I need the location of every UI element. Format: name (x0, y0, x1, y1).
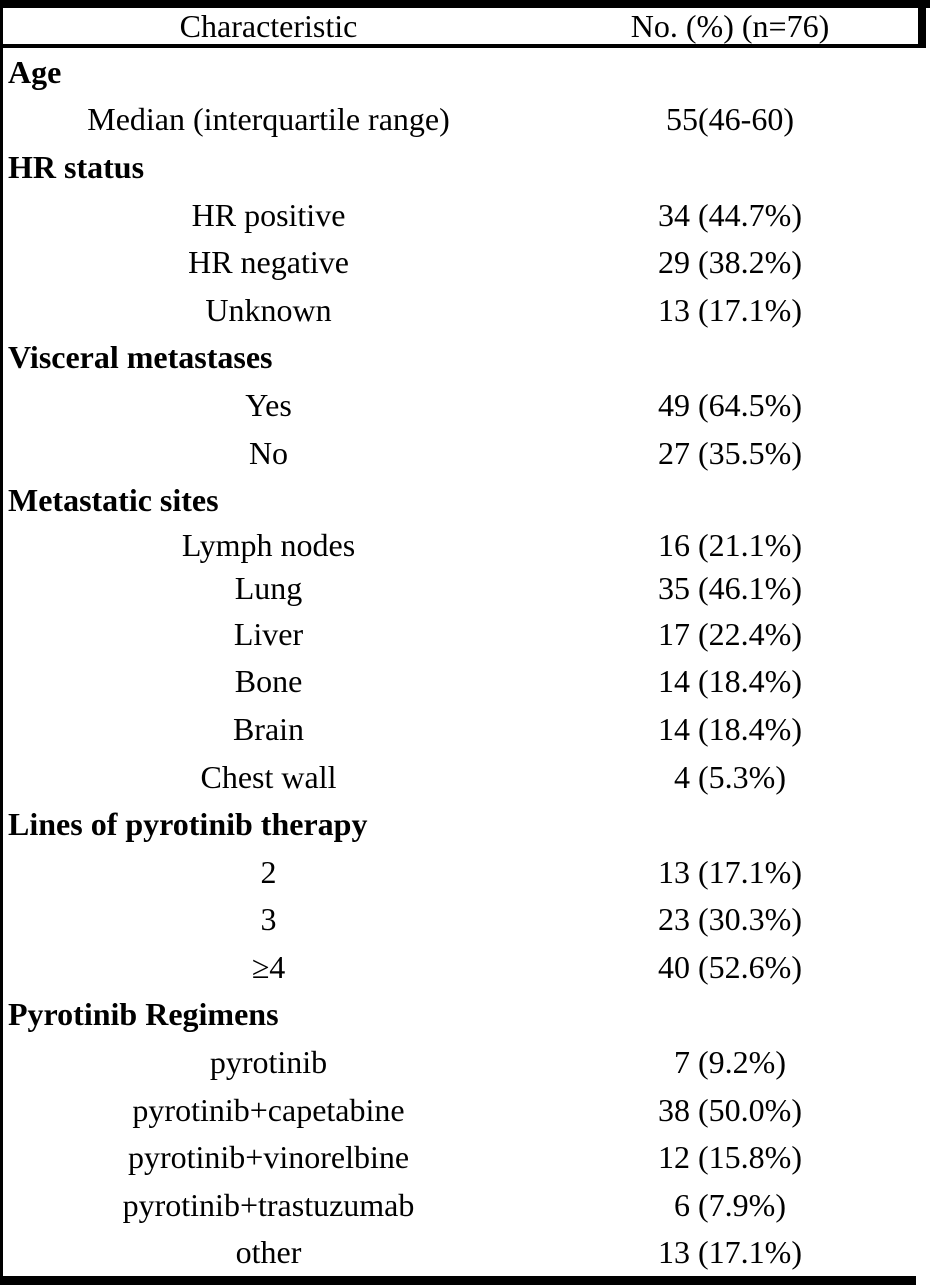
table-row (3, 705, 926, 753)
section-row (3, 143, 926, 191)
section-label: Visceral metastases (8, 339, 273, 376)
row-value: 14 (18.4%) (658, 710, 802, 747)
top-rule (0, 0, 930, 8)
row-value: 23 (30.3%) (658, 901, 802, 938)
row-value: 13 (17.1%) (658, 1234, 802, 1271)
section-label: Metastatic sites (8, 482, 219, 519)
table-row (3, 943, 926, 991)
row-value: 49 (64.5%) (658, 386, 802, 423)
row-label: 2 (260, 853, 277, 890)
section-label: HR status (8, 148, 145, 185)
table-row (3, 191, 926, 239)
section-row (3, 991, 926, 1039)
row-value: 12 (15.8%) (658, 1139, 802, 1176)
table-row (3, 848, 926, 896)
row-value: 14 (18.4%) (658, 663, 802, 700)
row-label: Median (interquartile range) (87, 101, 450, 138)
section-row (3, 800, 926, 848)
row-label: 3 (260, 901, 277, 938)
row-label: Lung (234, 570, 303, 607)
row-label: Liver (233, 615, 304, 652)
table-row (3, 1229, 926, 1277)
table-row (3, 1133, 926, 1181)
table-row (3, 753, 926, 801)
row-label: Chest wall (200, 758, 337, 795)
row-value: 13 (17.1%) (658, 291, 802, 328)
row-label: pyrotinib (209, 1044, 328, 1081)
table-header-row (3, 8, 926, 44)
section-label: Age (8, 53, 62, 90)
table-content (3, 8, 926, 1276)
column-header-characteristic: Characteristic (179, 8, 358, 44)
section-label: Pyrotinib Regimens (8, 996, 279, 1033)
row-value: 55(46-60) (666, 101, 794, 138)
row-value: 40 (52.6%) (658, 948, 802, 985)
row-label: Yes (245, 386, 292, 423)
row-value: 38 (50.0%) (658, 1091, 802, 1128)
table-row (3, 567, 926, 610)
bottom-rule (0, 1276, 916, 1285)
row-label: Bone (234, 663, 303, 700)
row-label: Unknown (205, 291, 332, 328)
row-value: 7 (9.2%) (674, 1044, 786, 1081)
section-label: Lines of pyrotinib therapy (8, 806, 368, 843)
row-value: 16 (21.1%) (658, 527, 802, 564)
table-row (3, 238, 926, 286)
row-label: No (248, 434, 289, 471)
row-value: 29 (38.2%) (658, 244, 802, 281)
row-value: 4 (5.3%) (674, 758, 786, 795)
row-label: pyrotinib+capetabine (132, 1091, 405, 1128)
row-value: 13 (17.1%) (658, 853, 802, 890)
row-label: other (235, 1234, 302, 1271)
table-row (3, 1038, 926, 1086)
section-row (3, 334, 926, 382)
row-value: 27 (35.5%) (658, 434, 802, 471)
section-row (3, 476, 926, 524)
row-label: HR negative (188, 244, 349, 281)
row-label: ≥4 (251, 948, 286, 985)
table-row (3, 896, 926, 944)
row-value: 6 (7.9%) (674, 1186, 786, 1223)
row-label: Brain (232, 710, 305, 747)
column-header-count: No. (%) (n=76) (630, 8, 830, 44)
section-row (3, 48, 926, 96)
row-value: 35 (46.1%) (658, 570, 802, 607)
row-label: pyrotinib+vinorelbine (127, 1139, 410, 1176)
row-label: pyrotinib+trastuzumab (122, 1186, 415, 1223)
row-label: HR positive (191, 196, 346, 233)
table-row (3, 381, 926, 429)
table-row (3, 658, 926, 706)
row-label: Lymph nodes (181, 527, 356, 564)
row-value: 34 (44.7%) (658, 196, 802, 233)
table-row (3, 1181, 926, 1229)
table-row (3, 429, 926, 477)
table-row (3, 610, 926, 658)
row-value: 17 (22.4%) (658, 615, 802, 652)
table-rows (3, 48, 926, 1276)
table-row (3, 524, 926, 567)
table-row (3, 96, 926, 144)
table-row (3, 286, 926, 334)
table-row (3, 1086, 926, 1134)
